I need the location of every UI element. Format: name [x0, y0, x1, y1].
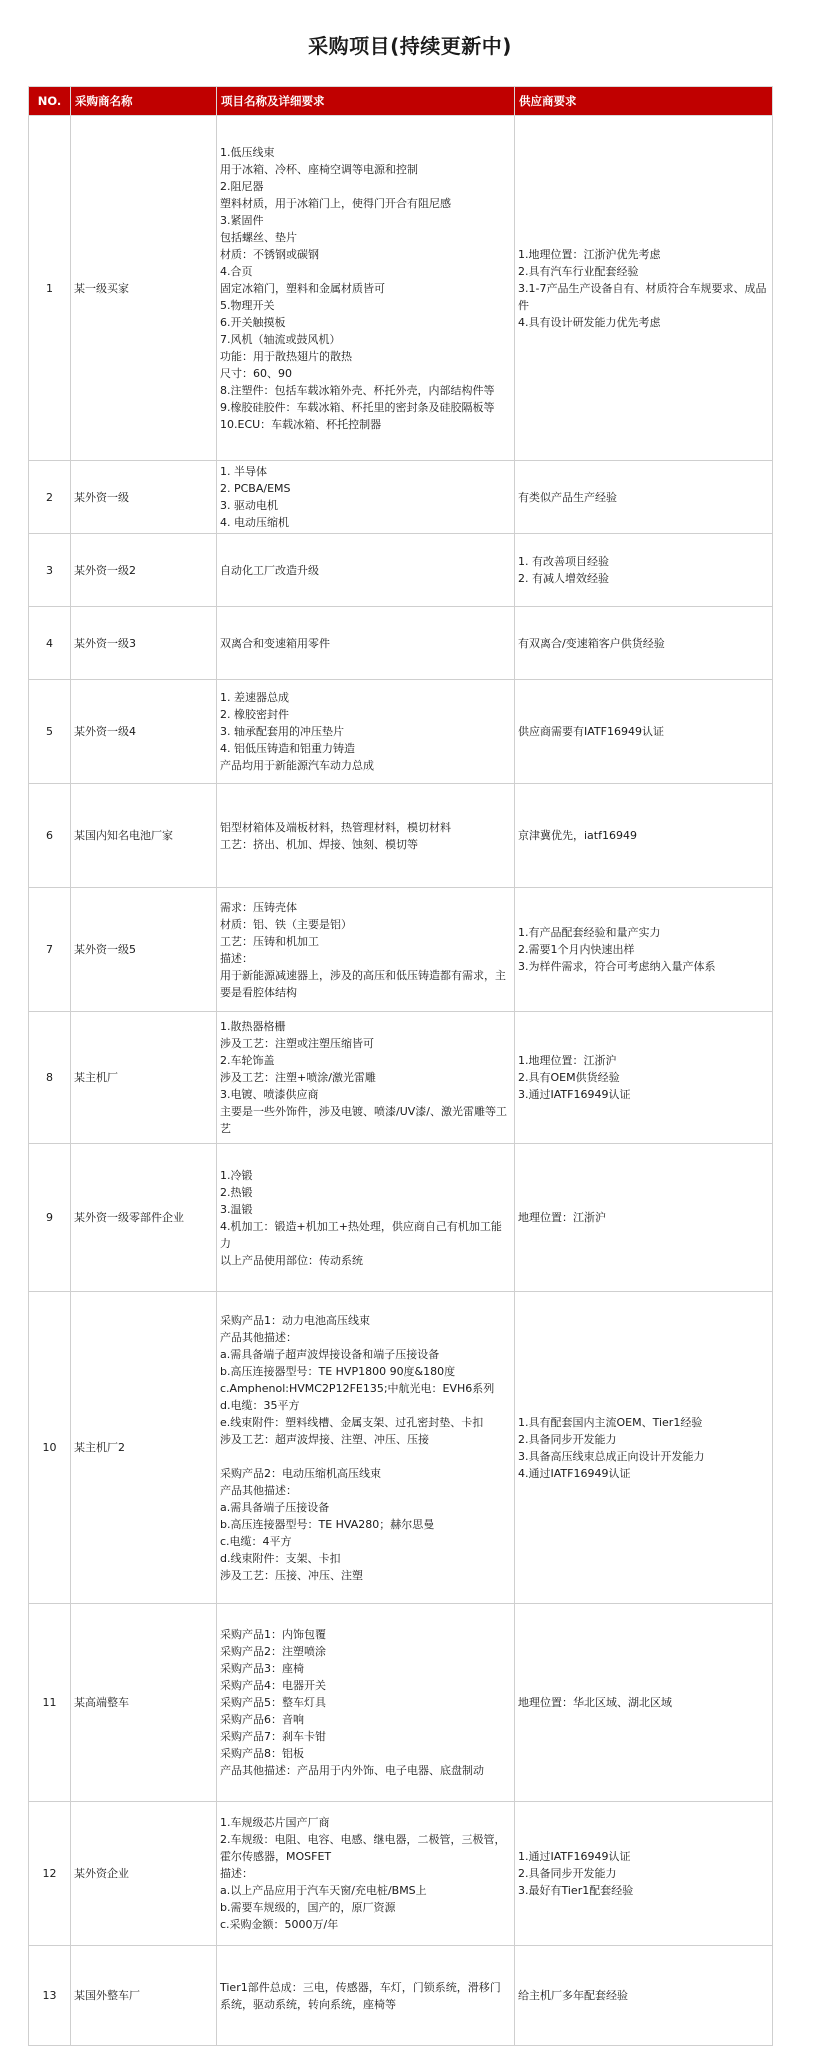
project-line: 自动化工厂改造升级 [220, 563, 319, 577]
project-line: b.高压连接器型号：TE HVP1800 90度&180度 [220, 1364, 456, 1378]
supplier-requirements [515, 1144, 773, 1292]
project-line: 采购产品8：铝板 [220, 1747, 304, 1760]
row-number: 10 [29, 1292, 71, 1604]
project-line: 采购产品4：电器开关 [220, 1679, 326, 1692]
project-line: 3.温锻 [220, 1202, 253, 1216]
supplier-requirements [515, 888, 773, 1012]
table-row [29, 1292, 773, 1604]
project-line: b.需要车规级的，国产的，原厂资源 [220, 1901, 396, 1914]
project-line: 涉及工艺：超声波焊接、注塑、冲压、压接 [220, 1432, 429, 1446]
supplier-line: 4.具有设计研发能力优先考虑 [518, 315, 661, 329]
buyer-name: 某外资一级 [71, 461, 217, 534]
project-line: 采购产品6：音响 [220, 1713, 304, 1726]
page-title: 采购项目(持续更新中) [308, 34, 512, 58]
row-number: 12 [29, 1802, 71, 1946]
project-line: 用于新能源减速器上，涉及的高压和低压铸造都有需求，主要是看腔体结构 [220, 968, 506, 999]
supplier-line: 2.需要1个月内快速出样 [518, 943, 635, 956]
row-number: 9 [29, 1144, 71, 1292]
project-details [217, 607, 515, 680]
supplier-line: 1.地理位置：江浙沪优先考虑 [518, 247, 661, 261]
row-number: 1 [29, 116, 71, 461]
row-number: 4 [29, 607, 71, 680]
row-number: 6 [29, 784, 71, 888]
project-details [217, 680, 515, 784]
supplier-requirements [515, 116, 773, 461]
row-number: 11 [29, 1604, 71, 1802]
project-line: 2.车轮饰盖 [220, 1054, 275, 1067]
supplier-line: 1.通过IATF16949认证 [518, 1850, 631, 1863]
table-row [29, 680, 773, 784]
project-line: 产品其他描述： [220, 1483, 297, 1497]
project-details [217, 1802, 515, 1946]
project-details [217, 1144, 515, 1292]
project-line: 产品均用于新能源汽车动力总成 [220, 759, 374, 772]
project-line: 7.风机（轴流或鼓风机） [220, 332, 341, 346]
project-line: 4. 电动压缩机 [220, 516, 289, 529]
supplier-line: 给主机厂多年配套经验 [518, 1989, 628, 2002]
table-header-row [29, 87, 773, 116]
table-row [29, 116, 773, 461]
project-line: 3. 轴承配套用的冲压垫片 [220, 725, 344, 738]
buyer-name: 某外资一级4 [71, 680, 217, 784]
supplier-requirements [515, 1802, 773, 1946]
project-line: 10.ECU：车载冰箱、杯托控制器 [220, 417, 382, 431]
supplier-line: 2.具有汽车行业配套经验 [518, 264, 639, 278]
buyer-name: 某主机厂2 [71, 1292, 217, 1604]
project-line: 以上产品使用部位：传动系统 [220, 1253, 363, 1267]
project-line: 采购产品3：座椅 [220, 1662, 304, 1675]
table-row [29, 1946, 773, 2046]
supplier-requirements [515, 1012, 773, 1144]
project-line: 工艺：挤出、机加、焊接、蚀刻、模切等 [220, 837, 418, 851]
buyer-name: 某高端整车 [71, 1604, 217, 1802]
project-line: 工艺：压铸和机加工 [220, 934, 319, 948]
project-details [217, 1946, 515, 2046]
project-line: 2.热锻 [220, 1185, 253, 1199]
buyer-name: 某外资一级3 [71, 607, 217, 680]
project-line: 2. PCBA/EMS [220, 482, 291, 495]
project-line: 尺寸：60、90 [220, 366, 292, 380]
project-details [217, 1292, 515, 1604]
project-line: Tier1部件总成：三电，传感器，车灯，门锁系统，滑移门系统，驱动系统，转向系统，座椅等 [220, 1980, 501, 2011]
table-row [29, 461, 773, 534]
supplier-requirements [515, 1292, 773, 1604]
project-line: 包括螺丝、垫片 [220, 230, 297, 244]
project-line: a.需具备端子压接设备 [220, 1500, 330, 1514]
project-line: 采购产品2：电动压缩机高压线束 [220, 1466, 381, 1480]
supplier-line: 3.具备高压线束总成正向设计开发能力 [518, 1449, 705, 1463]
supplier-line: 有双离合/变速箱客户供货经验 [518, 636, 665, 650]
supplier-requirements [515, 784, 773, 888]
table-row [29, 1802, 773, 1946]
supplier-line: 1.具有配套国内主流OEM、Tier1经验 [518, 1415, 703, 1429]
supplier-line: 地理位置：江浙沪 [518, 1211, 606, 1224]
project-line: 2.阻尼器 [220, 179, 264, 193]
header-supplier: 供应商要求 [515, 87, 773, 116]
project-line: 涉及工艺：注塑+喷涂/激光雷雕 [220, 1071, 376, 1084]
project-line: 1. 差速器总成 [220, 691, 289, 704]
supplier-line: 3.1-7产品生产设备自有、材质符合车规要求、成品件 [518, 281, 767, 312]
row-number: 13 [29, 1946, 71, 2046]
row-number: 3 [29, 534, 71, 607]
header-no: NO. [29, 87, 71, 116]
supplier-line: 2. 有减人增效经验 [518, 572, 609, 585]
project-line: 主要是一些外饰件，涉及电镀、喷漆/UV漆/、激光雷雕等工艺 [220, 1105, 507, 1135]
buyer-name: 某国外整车厂 [71, 1946, 217, 2046]
project-line: 3.电镀、喷漆供应商 [220, 1088, 319, 1101]
procurement-table [28, 86, 773, 2046]
project-line: 8.注塑件：包括车载冰箱外壳、杯托外壳，内部结构件等 [220, 383, 495, 397]
project-details [217, 784, 515, 888]
table-row [29, 607, 773, 680]
project-line: 产品其他描述：产品用于内外饰、电子电器、底盘制动 [220, 1764, 484, 1777]
table-row [29, 784, 773, 888]
table-row [29, 888, 773, 1012]
project-line: d.电缆：35平方 [220, 1398, 300, 1412]
supplier-line: 4.通过IATF16949认证 [518, 1466, 631, 1480]
project-line: d.线束附件：支架、卡扣 [220, 1551, 341, 1565]
project-line: 3.紧固件 [220, 213, 264, 227]
project-line: a.需具备端子超声波焊接设备和端子压接设备 [220, 1347, 440, 1361]
project-line: 涉及工艺：压接、冲压、注塑 [220, 1568, 363, 1582]
table-row [29, 1144, 773, 1292]
project-line: a.以上产品应用于汽车天窗/充电桩/BMS上 [220, 1884, 427, 1897]
table-row [29, 534, 773, 607]
project-line: 3. 驱动电机 [220, 499, 278, 512]
project-details [217, 534, 515, 607]
project-line: 1.车规级芯片国产厂商 [220, 1816, 330, 1829]
project-line: 1. 半导体 [220, 465, 267, 478]
buyer-name: 某一级买家 [71, 116, 217, 461]
supplier-line: 京津冀优先，iatf16949 [518, 829, 637, 842]
buyer-name: 某外资一级2 [71, 534, 217, 607]
supplier-requirements [515, 1604, 773, 1802]
project-line: 需求：压铸壳体 [220, 900, 297, 914]
project-details [217, 461, 515, 534]
header-project: 项目名称及详细要求 [217, 87, 515, 116]
project-line: 采购产品2：注塑喷涂 [220, 1645, 326, 1658]
row-number: 5 [29, 680, 71, 784]
project-line: 材质：不锈钢或碳钢 [220, 247, 319, 261]
project-line: 1.低压线束 [220, 145, 275, 159]
buyer-name: 某外资一级5 [71, 888, 217, 1012]
buyer-name: 某外资企业 [71, 1802, 217, 1946]
supplier-line: 有类似产品生产经验 [518, 490, 617, 504]
project-line: 4.合页 [220, 264, 253, 278]
supplier-requirements [515, 607, 773, 680]
project-details [217, 1604, 515, 1802]
project-line: c.电缆：4平方 [220, 1534, 292, 1548]
project-line: 4.机加工：锻造+机加工+热处理，供应商自己有机加工能力 [220, 1219, 502, 1250]
row-number: 7 [29, 888, 71, 1012]
buyer-name: 某国内知名电池厂家 [71, 784, 217, 888]
project-line: 描述： [220, 951, 253, 965]
project-line: 塑料材质，用于冰箱门上，使得门开合有阻尼感 [220, 196, 451, 210]
project-line: 双离合和变速箱用零件 [220, 636, 330, 650]
project-line: e.线束附件：塑料线槽、金属支架、过孔密封垫、卡扣 [220, 1415, 484, 1429]
supplier-line: 供应商需要有IATF16949认证 [518, 725, 664, 738]
row-number: 2 [29, 461, 71, 534]
buyer-name: 某主机厂 [71, 1012, 217, 1144]
project-line: 采购产品1：动力电池高压线束 [220, 1313, 370, 1327]
project-line: b.高压连接器型号：TE HVA280；赫尔思曼 [220, 1517, 435, 1531]
row-number: 8 [29, 1012, 71, 1144]
table-row [29, 1012, 773, 1144]
header-buyer: 采购商名称 [71, 87, 217, 116]
supplier-requirements [515, 534, 773, 607]
project-details [217, 888, 515, 1012]
project-line: 铝型材箱体及端板材料，热管理材料，模切材料 [220, 820, 451, 834]
project-line: 2.车规级：电阻、电容、电感、继电器，二极管，三极管，霍尔传感器，MOSFET [220, 1833, 506, 1863]
supplier-line: 2.具有OEM供货经验 [518, 1071, 620, 1084]
supplier-line: 3.为样件需求，符合可考虑纳入量产体系 [518, 960, 716, 973]
project-line: 5.物理开关 [220, 298, 275, 312]
supplier-line: 3.最好有Tier1配套经验 [518, 1884, 634, 1897]
project-line: 产品其他描述： [220, 1330, 297, 1344]
supplier-line: 2.具备同步开发能力 [518, 1867, 617, 1880]
project-line: 1.散热器格栅 [220, 1020, 286, 1033]
project-line: 采购产品1：内饰包覆 [220, 1628, 326, 1641]
project-line: 采购产品5：整车灯具 [220, 1696, 326, 1709]
supplier-requirements [515, 1946, 773, 2046]
project-line: c.采购金额：5000万/年 [220, 1918, 339, 1931]
project-line: 6.开关触摸板 [220, 315, 286, 329]
project-line: 功能：用于散热翅片的散热 [220, 349, 352, 363]
supplier-requirements [515, 461, 773, 534]
project-details [217, 1012, 515, 1144]
supplier-line: 1. 有改善项目经验 [518, 555, 609, 568]
table-row [29, 1604, 773, 1802]
project-line: 4. 铝低压铸造和铝重力铸造 [220, 742, 355, 755]
project-line: 9.橡胶硅胶件：车载冰箱、杯托里的密封条及硅胶隔板等 [220, 400, 495, 414]
project-line: 固定冰箱门，塑料和金属材质皆可 [220, 281, 385, 295]
supplier-line: 2.具备同步开发能力 [518, 1432, 617, 1446]
project-line: 2. 橡胶密封件 [220, 708, 289, 721]
project-line: 描述： [220, 1867, 253, 1880]
project-line: 采购产品7：刹车卡钳 [220, 1730, 326, 1743]
project-line [220, 1448, 511, 1465]
project-line: c.Amphenol:HVMC2P12FE135;中航光电：EVH6系列 [220, 1381, 495, 1395]
project-details [217, 116, 515, 461]
supplier-requirements [515, 680, 773, 784]
supplier-line: 1.有产品配套经验和量产实力 [518, 926, 661, 939]
project-line: 1.冷锻 [220, 1168, 253, 1182]
buyer-name: 某外资一级零部件企业 [71, 1144, 217, 1292]
supplier-line: 地理位置：华北区域、湖北区域 [518, 1696, 672, 1709]
project-line: 用于冰箱、冷杯、座椅空调等电源和控制 [220, 162, 418, 176]
project-line: 材质：铝、铁（主要是铝） [220, 917, 352, 931]
supplier-line: 1.地理位置：江浙沪 [518, 1054, 617, 1067]
project-line: 涉及工艺：注塑或注塑压缩皆可 [220, 1037, 374, 1050]
supplier-line: 3.通过IATF16949认证 [518, 1088, 631, 1101]
